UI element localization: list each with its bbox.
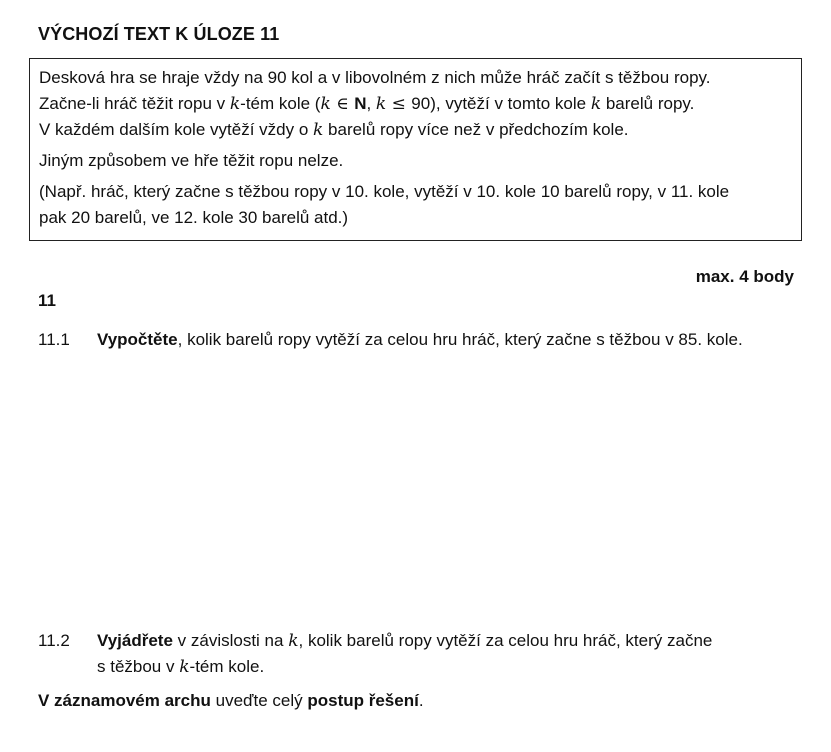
source-line-5: (Např. hráč, který začne s těžbou ropy v 10. kole, vytěží v 10. kole 10 barelů ropy, v 11. kole [39, 182, 730, 201]
instruction-note: V záznamovém archu uveďte celý postup řešení. [38, 691, 424, 710]
source-line-3: V každém dalším kole vytěží vždy o k barelů ropy více než v předchozím kole. [39, 120, 629, 140]
source-line-1: Desková hra se hraje vždy na 90 kol a v libovolném z nich může hráč začít s těžbou ropy. [39, 68, 711, 87]
task-number: 11 [38, 291, 56, 310]
subtask-11-2 [38, 628, 808, 680]
subtask-text: Vypočtěte, kolik barelů ropy vytěží za celou hru hráč, který začne s těžbou v 85. kole. [97, 330, 743, 349]
subtask-text: Vyjádřete v závislosti na k, kolik barelů ropy vytěží za celou hru hráč, který začne s těžbou v k-tém kole. [97, 631, 713, 677]
source-line-2: Začne-li hráč těžit ropu v k-tém kole (k ∈ N, k ≤ 90), vytěží v tomto kole k barelů ropy. [39, 94, 695, 114]
source-line-6: pak 20 barelů, ve 12. kole 30 barelů atd.) [39, 208, 349, 227]
max-points-label: max. 4 body [695, 267, 794, 286]
source-line-4: Jiným způsobem ve hře těžit ropu nelze. [39, 151, 344, 170]
section-heading: VÝCHOZÍ TEXT K ÚLOZE 11 [38, 24, 280, 44]
subtask-11-1 [38, 327, 808, 353]
subtask-number: 11.1 [38, 330, 70, 349]
subtask-number: 11.2 [38, 631, 70, 650]
source-text-box [29, 58, 802, 241]
